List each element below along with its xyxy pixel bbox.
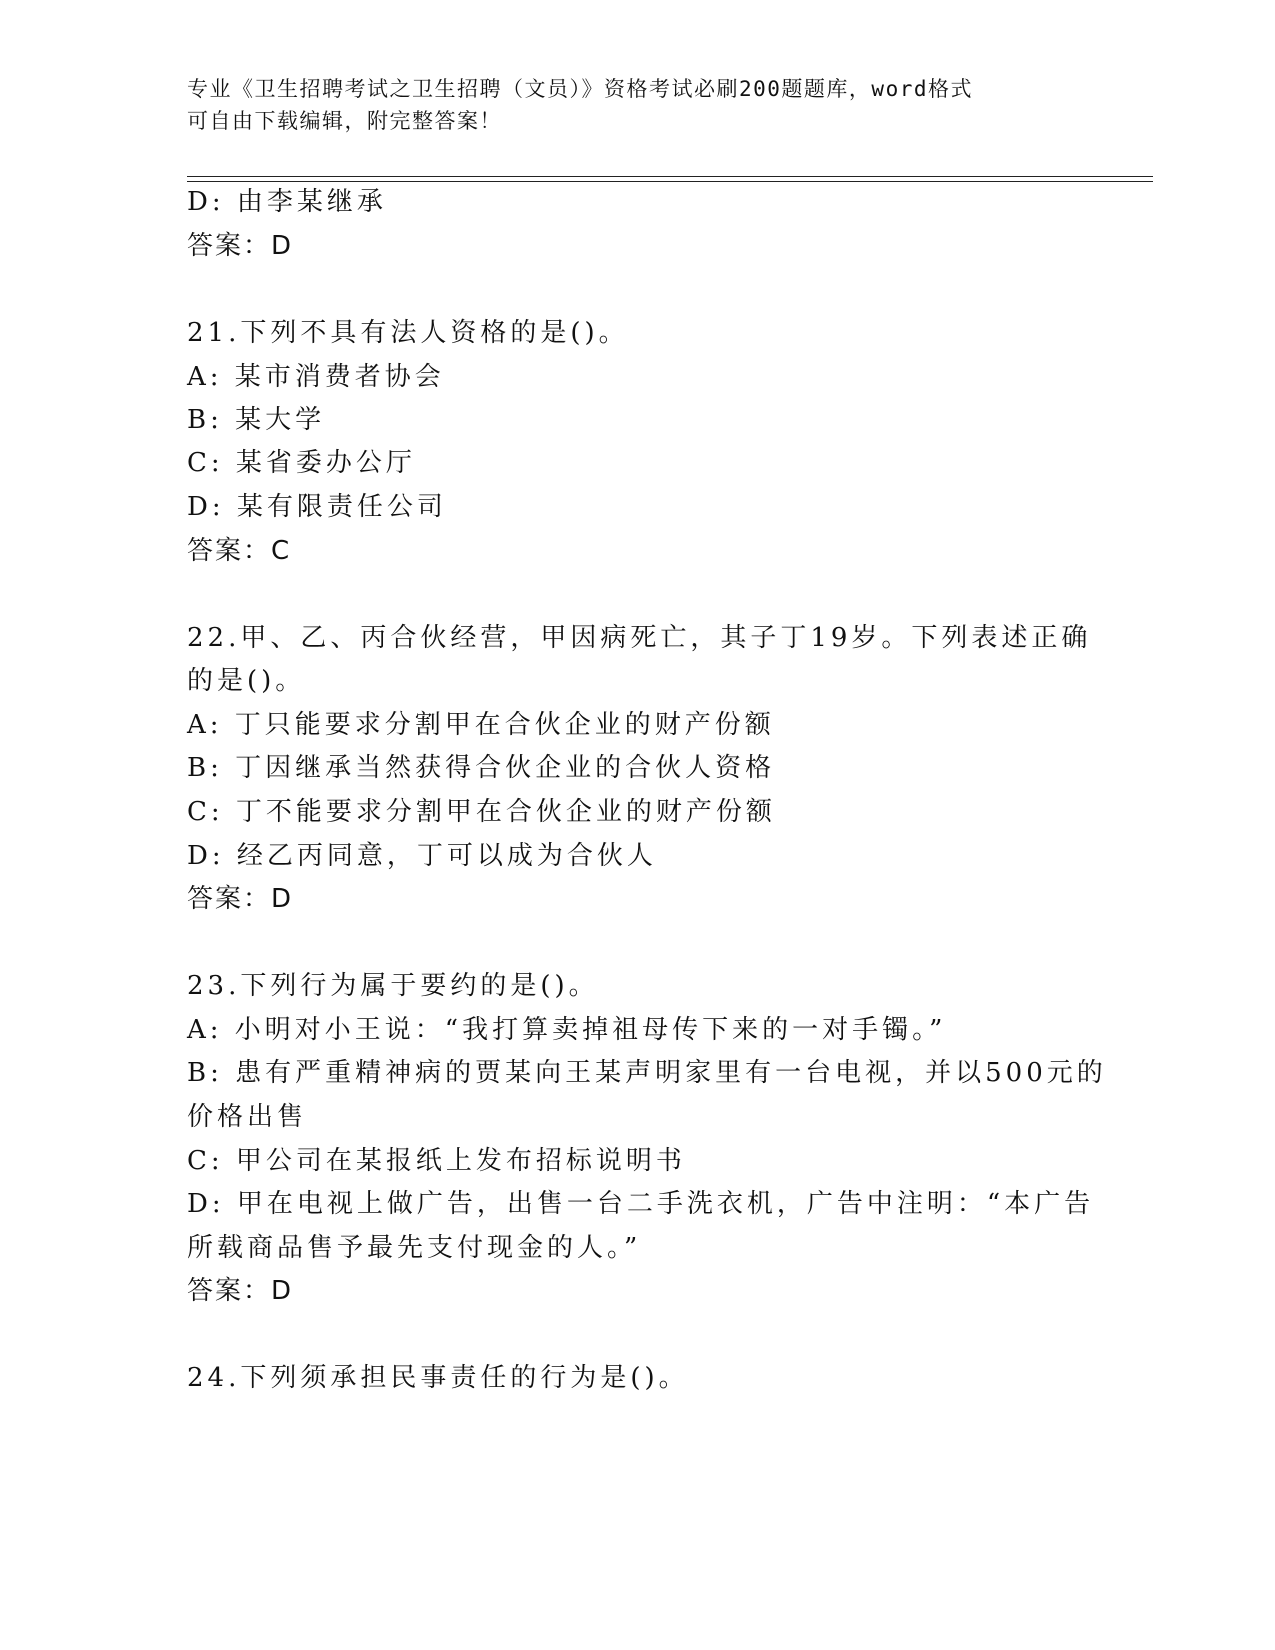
q23-stem: 23.下列行为属于要约的是()。: [187, 971, 599, 1001]
q22-option-d: D: 经乙丙同意，丁可以成为合伙人: [187, 841, 657, 871]
q23-option-a: A: 小明对小王说：“我打算卖掉祖母传下来的一对手镯。”: [187, 1015, 947, 1045]
q21-option-d: D: 某有限责任公司: [187, 492, 447, 522]
q24-stem: 24.下列须承担民事责任的行为是()。: [187, 1363, 689, 1393]
q23-answer: 答案：D: [187, 1276, 294, 1306]
q22-option-a: A: 丁只能要求分割甲在合伙企业的财产份额: [187, 710, 775, 740]
q22-option-c: C: 丁不能要求分割甲在合伙企业的财产份额: [187, 797, 776, 827]
header-divider-top: [187, 176, 1153, 177]
q23-option-c: C: 甲公司在某报纸上发布招标说明书: [187, 1146, 686, 1176]
q23-option-d-line-2: 所载商品售予最先支付现金的人。”: [187, 1233, 642, 1263]
prev-option-d: D: 由李某继承: [187, 187, 387, 217]
q21-answer: 答案：C: [187, 536, 292, 566]
header-line-1: 专业《卫生招聘考试之卫生招聘（文员）》资格考试必刷200题题库，word格式: [187, 77, 973, 101]
q23-option-d-line-1: D: 甲在电视上做广告，出售一台二手洗衣机，广告中注明：“本广告: [187, 1189, 1095, 1219]
prev-answer: 答案：D: [187, 231, 294, 261]
q22-option-b: B: 丁因继承当然获得合伙企业的合伙人资格: [187, 753, 776, 783]
document-header: [187, 73, 1067, 137]
q22-answer: 答案：D: [187, 884, 294, 914]
q23-option-b-line-2: 价格出售: [187, 1102, 308, 1132]
q21-stem: 21.下列不具有法人资格的是()。: [187, 318, 629, 348]
header-line-2: 可自由下载编辑，附完整答案！: [187, 109, 502, 133]
q22-stem-line-2: 的是()。: [187, 666, 306, 696]
q23-option-b-line-1: B: 患有严重精神病的贾某向王某声明家里有一台电视，并以500元的: [187, 1058, 1107, 1088]
q21-option-b: B: 某大学: [187, 405, 326, 435]
q21-option-a: A: 某市消费者协会: [187, 362, 445, 392]
q21-option-c: C: 某省委办公厅: [187, 448, 416, 478]
q22-stem-line-1: 22.甲、乙、丙合伙经营，甲因病死亡，其子丁19岁。下列表述正确: [187, 623, 1092, 653]
